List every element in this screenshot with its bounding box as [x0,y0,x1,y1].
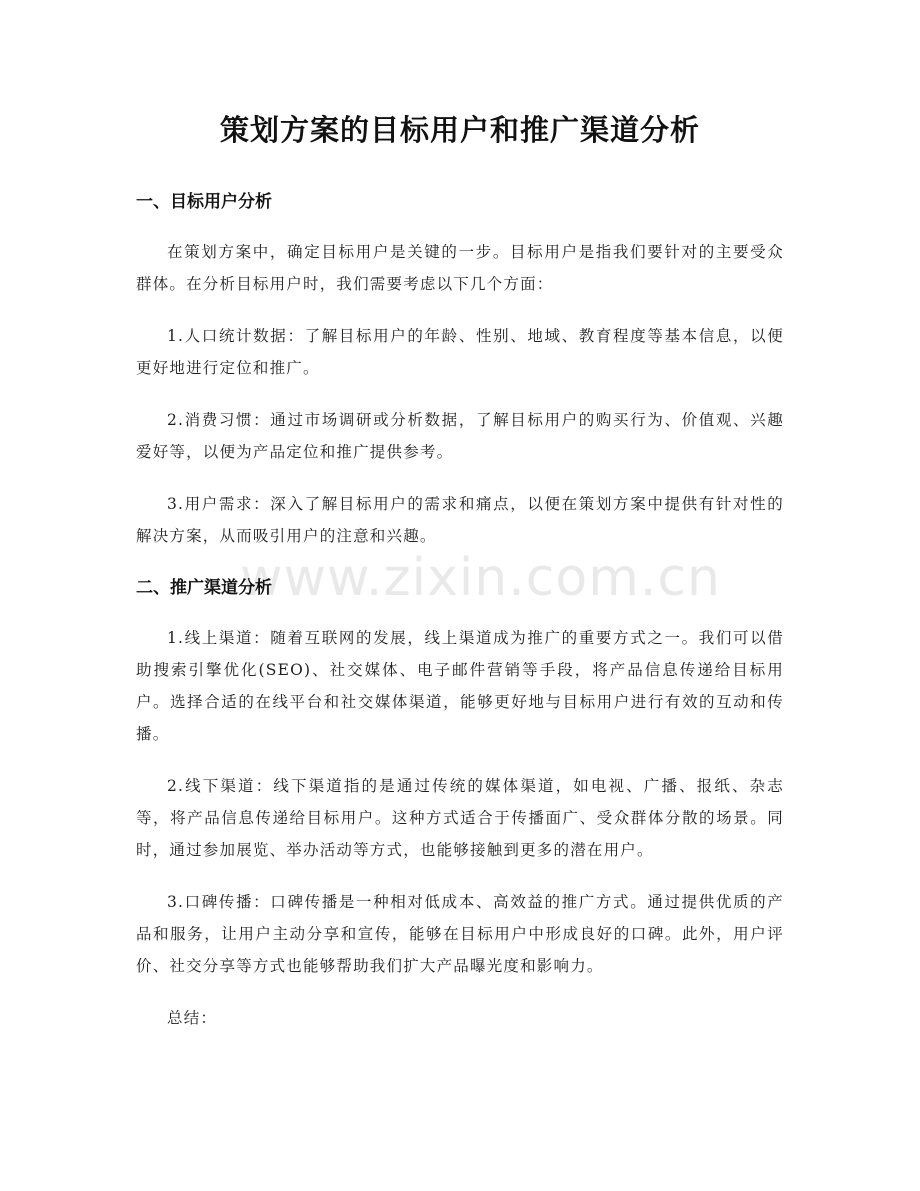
section-heading: 二、推广渠道分析 [136,578,272,598]
section-target-users [136,186,784,552]
paragraph: 3.口碑传播：口碑传播是一种相对低成本、高效益的推广方式。通过提供优质的产品和服务，让用户主动分享和宣传，能够在目标用户中形成良好的口碑。此外，用户评价、社交分享等方式也能够帮助我们扩大产品曝光度和影响力。 [136,893,784,975]
watermark: www.zixin.com.cn [240,548,721,608]
paragraph: 1.线上渠道：随着互联网的发展，线上渠道成为推广的重要方式之一。我们可以借助搜索引擎优化(SEO)、社交媒体、电子邮件营销等手段，将产品信息传递给目标用户。选择合适的在线平台和社交媒体渠道，能够更好地与目标用户进行有效的互动和传播。 [136,629,784,743]
paragraph: 在策划方案中，确定目标用户是关键的一步。目标用户是指我们要针对的主要受众群体。在分析目标用户时，我们需要考虑以下几个方面： [136,243,784,293]
document-body [136,186,784,1034]
section-promotion-channels [136,572,784,1034]
document-title: 策划方案的目标用户和推广渠道分析 [219,113,700,147]
paragraph: 2.消费习惯：通过市场调研或分析数据，了解目标用户的购买行为、价值观、兴趣爱好等，以便为产品定位和推广提供参考。 [136,411,784,461]
summary-label: 总结： [167,1009,218,1027]
paragraph: 3.用户需求：深入了解目标用户的需求和痛点，以便在策划方案中提供有针对性的解决方案，从而吸引用户的注意和兴趣。 [136,495,784,545]
paragraph: 2.线下渠道：线下渠道指的是通过传统的媒体渠道，如电视、广播、报纸、杂志等，将产品信息传递给目标用户。这种方式适合于传播面广、受众群体分散的场景。同时，通过参加展览、举办活动等方式，也能够接触到更多的潜在用户。 [136,777,784,859]
section-heading: 一、目标用户分析 [136,192,272,212]
paragraph: 1.人口统计数据：了解目标用户的年龄、性别、地域、教育程度等基本信息，以便更好地进行定位和推广。 [136,327,784,377]
